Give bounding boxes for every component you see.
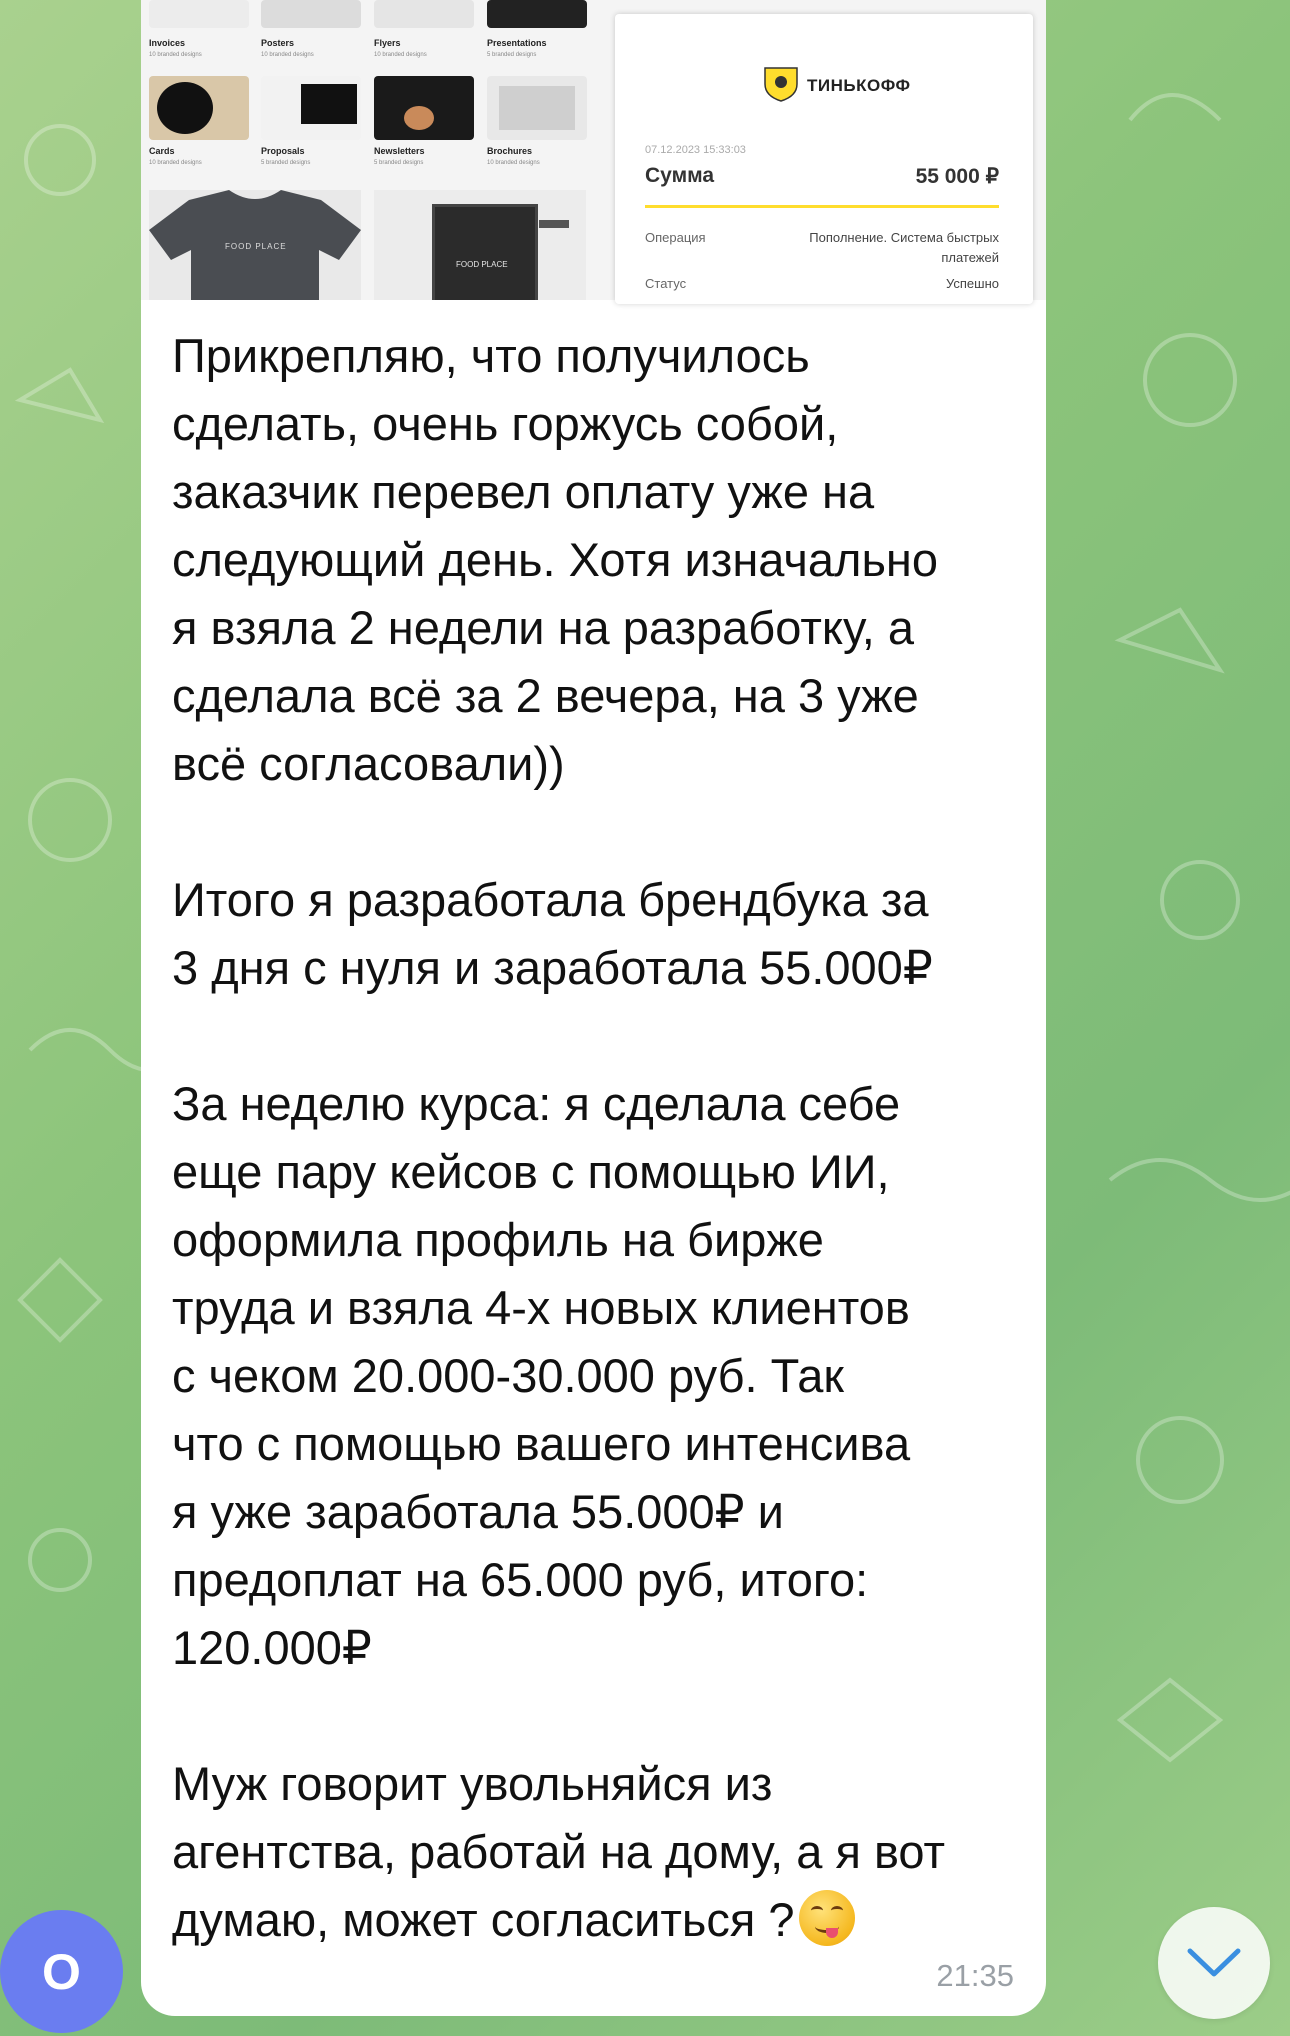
tile-label-newsletters: Newsletters [374,146,425,156]
tshirt-mockup [149,190,361,300]
tile-sub: 5 branded designs [374,160,424,166]
receipt-status-value: Успешно [946,276,999,291]
tile-sub: 10 branded designs [149,160,202,166]
tile-sub: 10 branded designs [261,52,314,58]
message-timestamp: 21:35 [936,1958,1014,1993]
receipt-operation-value: Пополнение. Система быстрых платежей [809,230,999,265]
payment-receipt [615,14,1033,304]
receipt-operation-label: Операция [645,230,706,245]
receipt-sum-label: Сумма [645,164,715,187]
face-savoring-food-emoji-icon [799,1890,855,1946]
attached-media[interactable] [141,0,1046,300]
tile-label-brochures: Brochures [487,146,533,156]
tile-sub: 5 branded designs [487,52,537,58]
receipt-divider [645,205,999,208]
avatar[interactable] [0,1910,123,2033]
sign-text: FOOD PLACE [456,260,508,269]
message-text [172,322,1032,1954]
tile-label-flyers: Flyers [374,38,401,48]
receipt-brand: ТИНЬКОФФ [807,76,911,95]
message-paragraph-4: Муж говорит увольняйся из агентства, работай на дому, а я вот думаю, может согласиться ? [172,1757,946,1946]
brandbook-preview[interactable] [149,0,589,300]
tile-label-posters: Posters [261,38,295,48]
tile-sub: 10 branded designs [374,52,427,58]
message-paragraph-2: Итого я разработала брендбука за 3 дня с нуля и заработала 55.000₽ [172,873,933,994]
receipt-status-label: Статус [645,276,687,291]
tile-label-presentations: Presentations [487,38,547,48]
tile-sub: 10 branded designs [487,160,540,166]
sign-mockup [374,190,586,300]
receipt-date: 07.12.2023 15:33:03 [645,144,746,156]
scroll-to-bottom-button[interactable] [1158,1907,1270,2019]
tinkoff-logo-icon [761,66,801,102]
receipt-amount: 55 000 ₽ [915,165,999,188]
tile-label-cards: Cards [149,146,175,156]
tshirt-text: FOOD PLACE [225,242,287,251]
tile-sub: 10 branded designs [149,52,202,58]
message-paragraph-3: За неделю курса: я сделала себе еще пару кейсов с помощью ИИ, оформила профиль на бирже труда и взяла 4-х новых клиентов с чеком 20.000-30.000 руб. Так что с помощью вашего интенсива я уже заработала 55.000₽ и предоплат на 65.000 руб, итого: 120.000₽ [172,1077,911,1674]
tile-label-invoices: Invoices [149,38,186,48]
tile-label-proposals: Proposals [261,146,305,156]
message-paragraph-1: Прикрепляю, что получилось сделать, очень горжусь собой, заказчик перевел оплату уже на следующий день. Хотя изначально я взяла 2 недели на разработку, а сделала всё за 2 вечера, на 3 уже всё согласовали)) [172,329,939,790]
message-bubble[interactable] [141,0,1046,2016]
avatar-letter: О [42,1943,81,2000]
chevron-down-icon [1186,1947,1242,1979]
tile-sub: 5 branded designs [261,160,311,166]
